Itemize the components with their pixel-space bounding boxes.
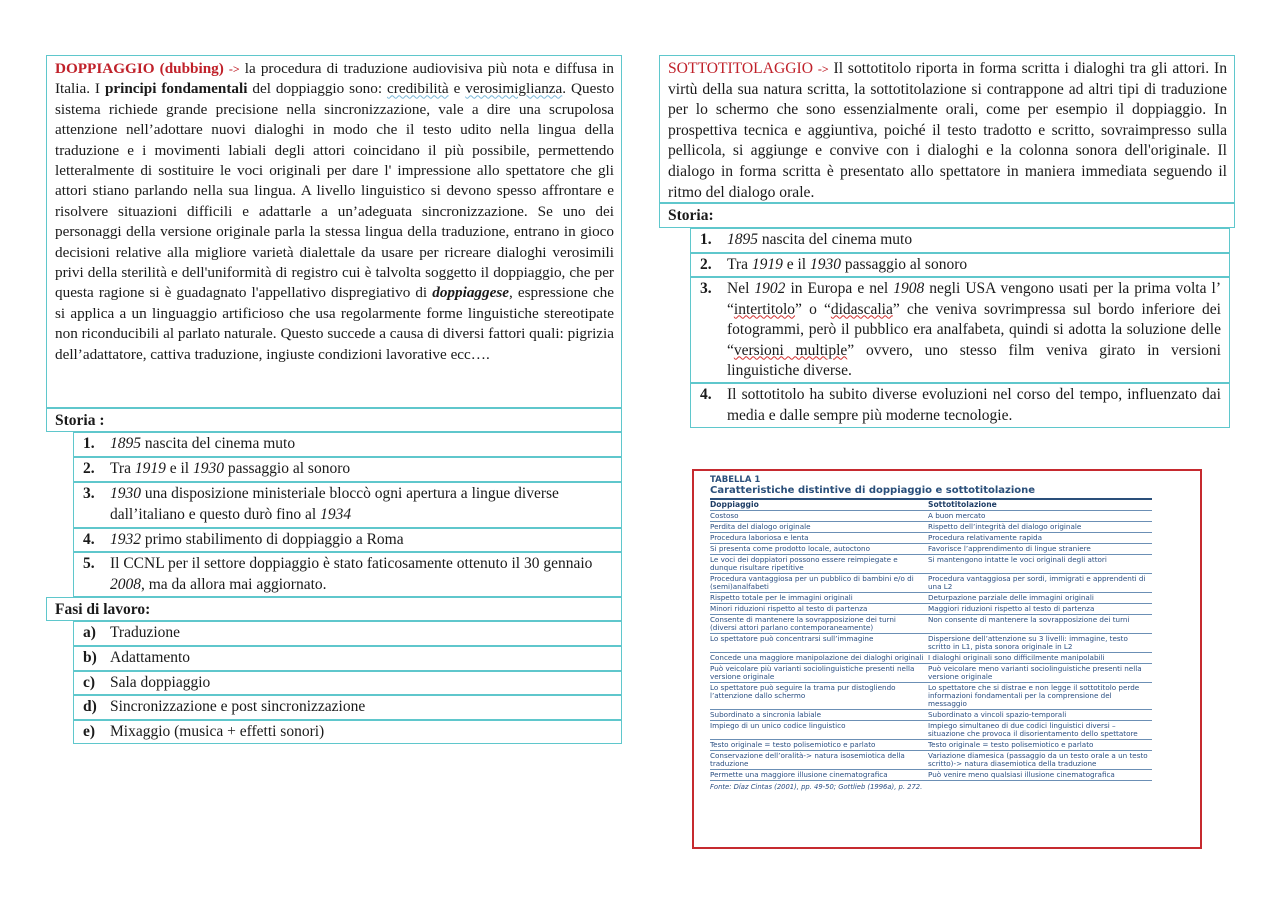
table-cell-subtitling: A buon mercato	[928, 511, 986, 520]
intro-text-4: , espressione che si applica a un linguaggio artificioso che usa regolarmente forme linguistiche stereotipate non riconducibili al parlato naturale. Questo succede a causa di diversi fattori quali: pigrizia dell’adattatore, cattiva traduzione, ingiuste condizioni lavorative ecc….	[55, 284, 614, 363]
intro-text-1: la procedura di traduzione audiovisiva più nota e diffusa in Italia. I	[55, 60, 615, 98]
table-row	[710, 751, 1152, 770]
list-item: 4. 1932 primo stabilimento di doppiaggio a Roma	[73, 528, 622, 552]
table-cell-dubbing: Concede una maggiore manipolazione dei dialoghi originali	[710, 653, 924, 662]
intro-text-3: . Questo sistema richiede grande precisione nella sincronizzazione, vale a dire una scrupolosa attenzione nell’adottare nuovi dialoghi in modo che il testo udito nella lingua della traduzione e i movimenti labiali degli attori coincidano il più possibile, permettendo letteralmente di sostituire le voci originali per dare l' impressione allo spettatore che gli attori stiano parlando nella sua lingua. A livello linguistico si devono spesso affrontare e risolvere situazioni difficili e adattarle a un’adeguata sincronizzazione. Se uno dei personaggi della versione originale parla la stessa lingua della traduzione, entrano in gioco decisioni relative alla migliore varietà dialettale da usare per ricreare dialoghi verosimili privi della sterilità e dell'uniformità di registro cui è talvolta soggetto il doppiaggio, che per questa ragione si è guadagnato l'appellativo dispregiativo di	[55, 80, 615, 302]
table-row	[710, 683, 1152, 710]
table-cell-dubbing: Testo originale = testo polisemiotico e parlato	[710, 740, 876, 749]
intro-text-2: del doppiaggio sono:	[252, 80, 383, 98]
list-item: 5. Il CCNL per il settore doppiaggio è stato faticosamente ottenuto il 30 gennaio 2008, ma da allora mai aggiornato.	[73, 552, 622, 597]
table-row	[710, 653, 1152, 664]
principle-credibility: credibilità	[387, 80, 449, 98]
table-row	[710, 634, 1152, 653]
dubbing-intro-text	[47, 56, 621, 365]
list-item: b) Adattamento	[73, 646, 622, 671]
table-row	[710, 664, 1152, 683]
table-cell-subtitling: Lo spettatore che si distrae e non legge il sottotitolo perde informazioni fondamentali per la comprensione del messaggio	[928, 683, 1140, 708]
list-item: a) Traduzione	[73, 621, 622, 646]
table-row	[710, 574, 1152, 593]
list-item: d) Sincronizzazione e post sincronizzazione	[73, 695, 622, 720]
table-row	[710, 770, 1152, 781]
table-cell-subtitling: Impiego simultaneo di due codici linguistici diversi – situazione che provoca il disorientamento dello spettatore	[928, 721, 1138, 738]
subtitling-text: Il sottotitolo riporta in forma scritta i dialoghi tra gli attori. In virtù della sua natura scritta, la sottotitolazione si contrappone ad altri tipi di traduzione per lo schermo che sono essenzialmente orali, come per esempio il doppiaggio. In prospettiva tecnica e aggiuntiva, poiché il testo tradotto e scritto, sovraimpresso sulla pellicola, si aggiunge e convive con i dialoghi e la colonna sonora dell'originale. Il dialogo in forma scritta è presentato allo spettatore in maniera immediata seguendo il ritmo del dialogo orale.	[668, 60, 1227, 201]
table-row	[710, 511, 1152, 522]
list-item: 2. Tra 1919 e il 1930 passaggio al sonoro	[73, 457, 622, 482]
table-row	[710, 710, 1152, 721]
table-row	[710, 555, 1152, 574]
table-row	[710, 593, 1152, 604]
table-cell-dubbing: Procedura vantaggiosa per un pubblico di bambini e/o di (semi)analfabeti	[710, 574, 914, 591]
list-item: 4. Il sottotitolo ha subito diverse evoluzioni nel corso del tempo, influenzato dai media e dalle sempre più moderne tecnologie.	[690, 383, 1230, 428]
table-cell-subtitling: Dispersione dell’attenzione su 3 livelli: immagine, testo scritto in L1, pista sonora originale in L2	[928, 634, 1128, 651]
table-cell-subtitling: I dialoghi originali sono difficilmente manipolabili	[928, 653, 1105, 662]
table-cell-subtitling: Procedura vantaggiosa per sordi, immigrati e apprendenti di una L2	[928, 574, 1146, 591]
table-cell-dubbing: Rispetto totale per le immagini originali	[710, 593, 853, 602]
table-cell-dubbing: Si presenta come prodotto locale, autoctono	[710, 544, 870, 553]
table-source: Fonte: Díaz Cintas (2001), pp. 49-50; Gottlieb (1996a), p. 272.	[710, 783, 923, 791]
table-cell-dubbing: Subordinato a sincronia labiale	[710, 710, 822, 719]
list-item: 1. 1895 nascita del cinema muto	[73, 432, 622, 457]
table-cell-dubbing: Conservazione dell’oralità-> natura isosemiotica della traduzione	[710, 751, 905, 768]
arrow-icon: ->	[817, 62, 829, 76]
table-title: Caratteristiche distintive di doppiaggio e sottotitolazione	[710, 485, 1152, 500]
table-cell-dubbing: Minori riduzioni rispetto al testo di partenza	[710, 604, 868, 613]
list-item: c) Sala doppiaggio	[73, 671, 622, 695]
table-row	[710, 533, 1152, 544]
subtitling-term: SOTTOTITOLAGGIO	[668, 60, 813, 77]
table-row	[710, 604, 1152, 615]
table-header-row: Doppiaggio Sottotitolazione	[710, 500, 1152, 511]
table-cell-subtitling: Non consente di mantenere la sovrapposizione dei turni	[928, 615, 1130, 624]
table-row	[710, 544, 1152, 555]
table-cell-dubbing: Lo spettatore può seguire la trama pur distogliendo l’attenzione dallo schermo	[710, 683, 896, 700]
table-cell-dubbing: Impiego di un unico codice linguistico	[710, 721, 846, 730]
list-item: 3. 1930 una disposizione ministeriale bloccò ogni apertura a lingue diverse dall’italiano e questo durò fino al 1934	[73, 482, 622, 528]
list-item: 1. 1895 nascita del cinema muto	[690, 228, 1230, 253]
storia-header-right: Storia:	[659, 203, 1235, 228]
table-cell-subtitling: Favorisce l’apprendimento di lingue straniere	[928, 544, 1091, 553]
table-row	[710, 522, 1152, 533]
term-didascalia: didascalia	[830, 300, 893, 318]
list-item: 2. Tra 1919 e il 1930 passaggio al sonoro	[690, 253, 1230, 277]
table-cell-subtitling: Può veicolare meno varianti sociolinguistiche presenti nella versione originale	[928, 664, 1142, 681]
table-row	[710, 721, 1152, 740]
table-cell-dubbing: Perdita del dialogo originale	[710, 522, 811, 531]
list-item: e) Mixaggio (musica + effetti sonori)	[73, 720, 622, 744]
dubbing-intro-box	[46, 55, 622, 408]
dubbing-term: DOPPIAGGIO (dubbing)	[55, 60, 224, 77]
table-cell-dubbing: Le voci dei doppiatori possono essere reimpiegate e dunque risultare ripetitive	[710, 555, 898, 572]
table-cell-dubbing: Permette una maggiore illusione cinematografica	[710, 770, 888, 779]
table-cell-subtitling: Si mantengono intatte le voci originali degli attori	[928, 555, 1107, 564]
term-versioni-multiple: versioni multiple	[733, 341, 848, 359]
principles-label: principi fondamentali	[104, 80, 248, 98]
table-cell-dubbing: Procedura laboriosa e lenta	[710, 533, 809, 542]
subtitling-intro-text	[660, 56, 1234, 203]
subtitling-intro-box	[659, 55, 1235, 203]
table-row	[710, 615, 1152, 634]
storia-header-left: Storia :	[46, 408, 622, 432]
table-cell-dubbing: Può veicolare più varianti sociolinguistiche presenti nella versione originale	[710, 664, 915, 681]
table-cell-subtitling: Testo originale = testo polisemiotico e parlato	[928, 740, 1094, 749]
table-cell-subtitling: Maggiori riduzioni rispetto al testo di partenza	[928, 604, 1095, 613]
doppiaggese-term: doppiaggese	[432, 284, 509, 302]
term-intertitolo: intertitolo	[733, 300, 796, 318]
table-cell-dubbing: Lo spettatore può concentrarsi sull’immagine	[710, 634, 874, 643]
table-cell-subtitling: Può venire meno qualsiasi illusione cinematografica	[928, 770, 1115, 779]
list-item: 3. Nel 1902 in Europa e nel 1908 negli USA vengono usati per la prima volta l’ “intertitolo” o “didascalia” che veniva sovrimpressa sul bordo inferiore dei fotogrammi, però il pubblico era analfabeta, quindi si adotta la soluzione delle “versioni multiple” ovvero, uno stesso film veniva girato in versioni linguistiche diverse.	[690, 277, 1230, 383]
table-cell-dubbing: Consente di mantenere la sovrapposizione dei turni (diversi attori parlano contemporaneamente)	[710, 615, 896, 632]
and-word: e	[453, 80, 461, 98]
table-cell-subtitling: Procedura relativamente rapida	[928, 533, 1043, 542]
table-cell-subtitling: Variazione diamesica (passaggio da un testo orale a un testo scritto)-> natura diasemiotica della traduzione	[928, 751, 1148, 768]
table-cell-dubbing: Costoso	[710, 511, 739, 520]
arrow-icon: ->	[228, 62, 240, 76]
fasi-header: Fasi di lavoro:	[46, 597, 622, 621]
table-row	[710, 740, 1152, 751]
table-cell-subtitling: Subordinato a vincoli spazio-temporali	[928, 710, 1067, 719]
table-cell-subtitling: Deturpazione parziale delle immagini originali	[928, 593, 1094, 602]
principle-verisimilitude: verosimiglianza	[465, 80, 563, 98]
comparison-table	[710, 475, 1152, 791]
table-cell-subtitling: Rispetto dell’integrità del dialogo originale	[928, 522, 1082, 531]
table-label: TABELLA 1	[710, 475, 761, 485]
